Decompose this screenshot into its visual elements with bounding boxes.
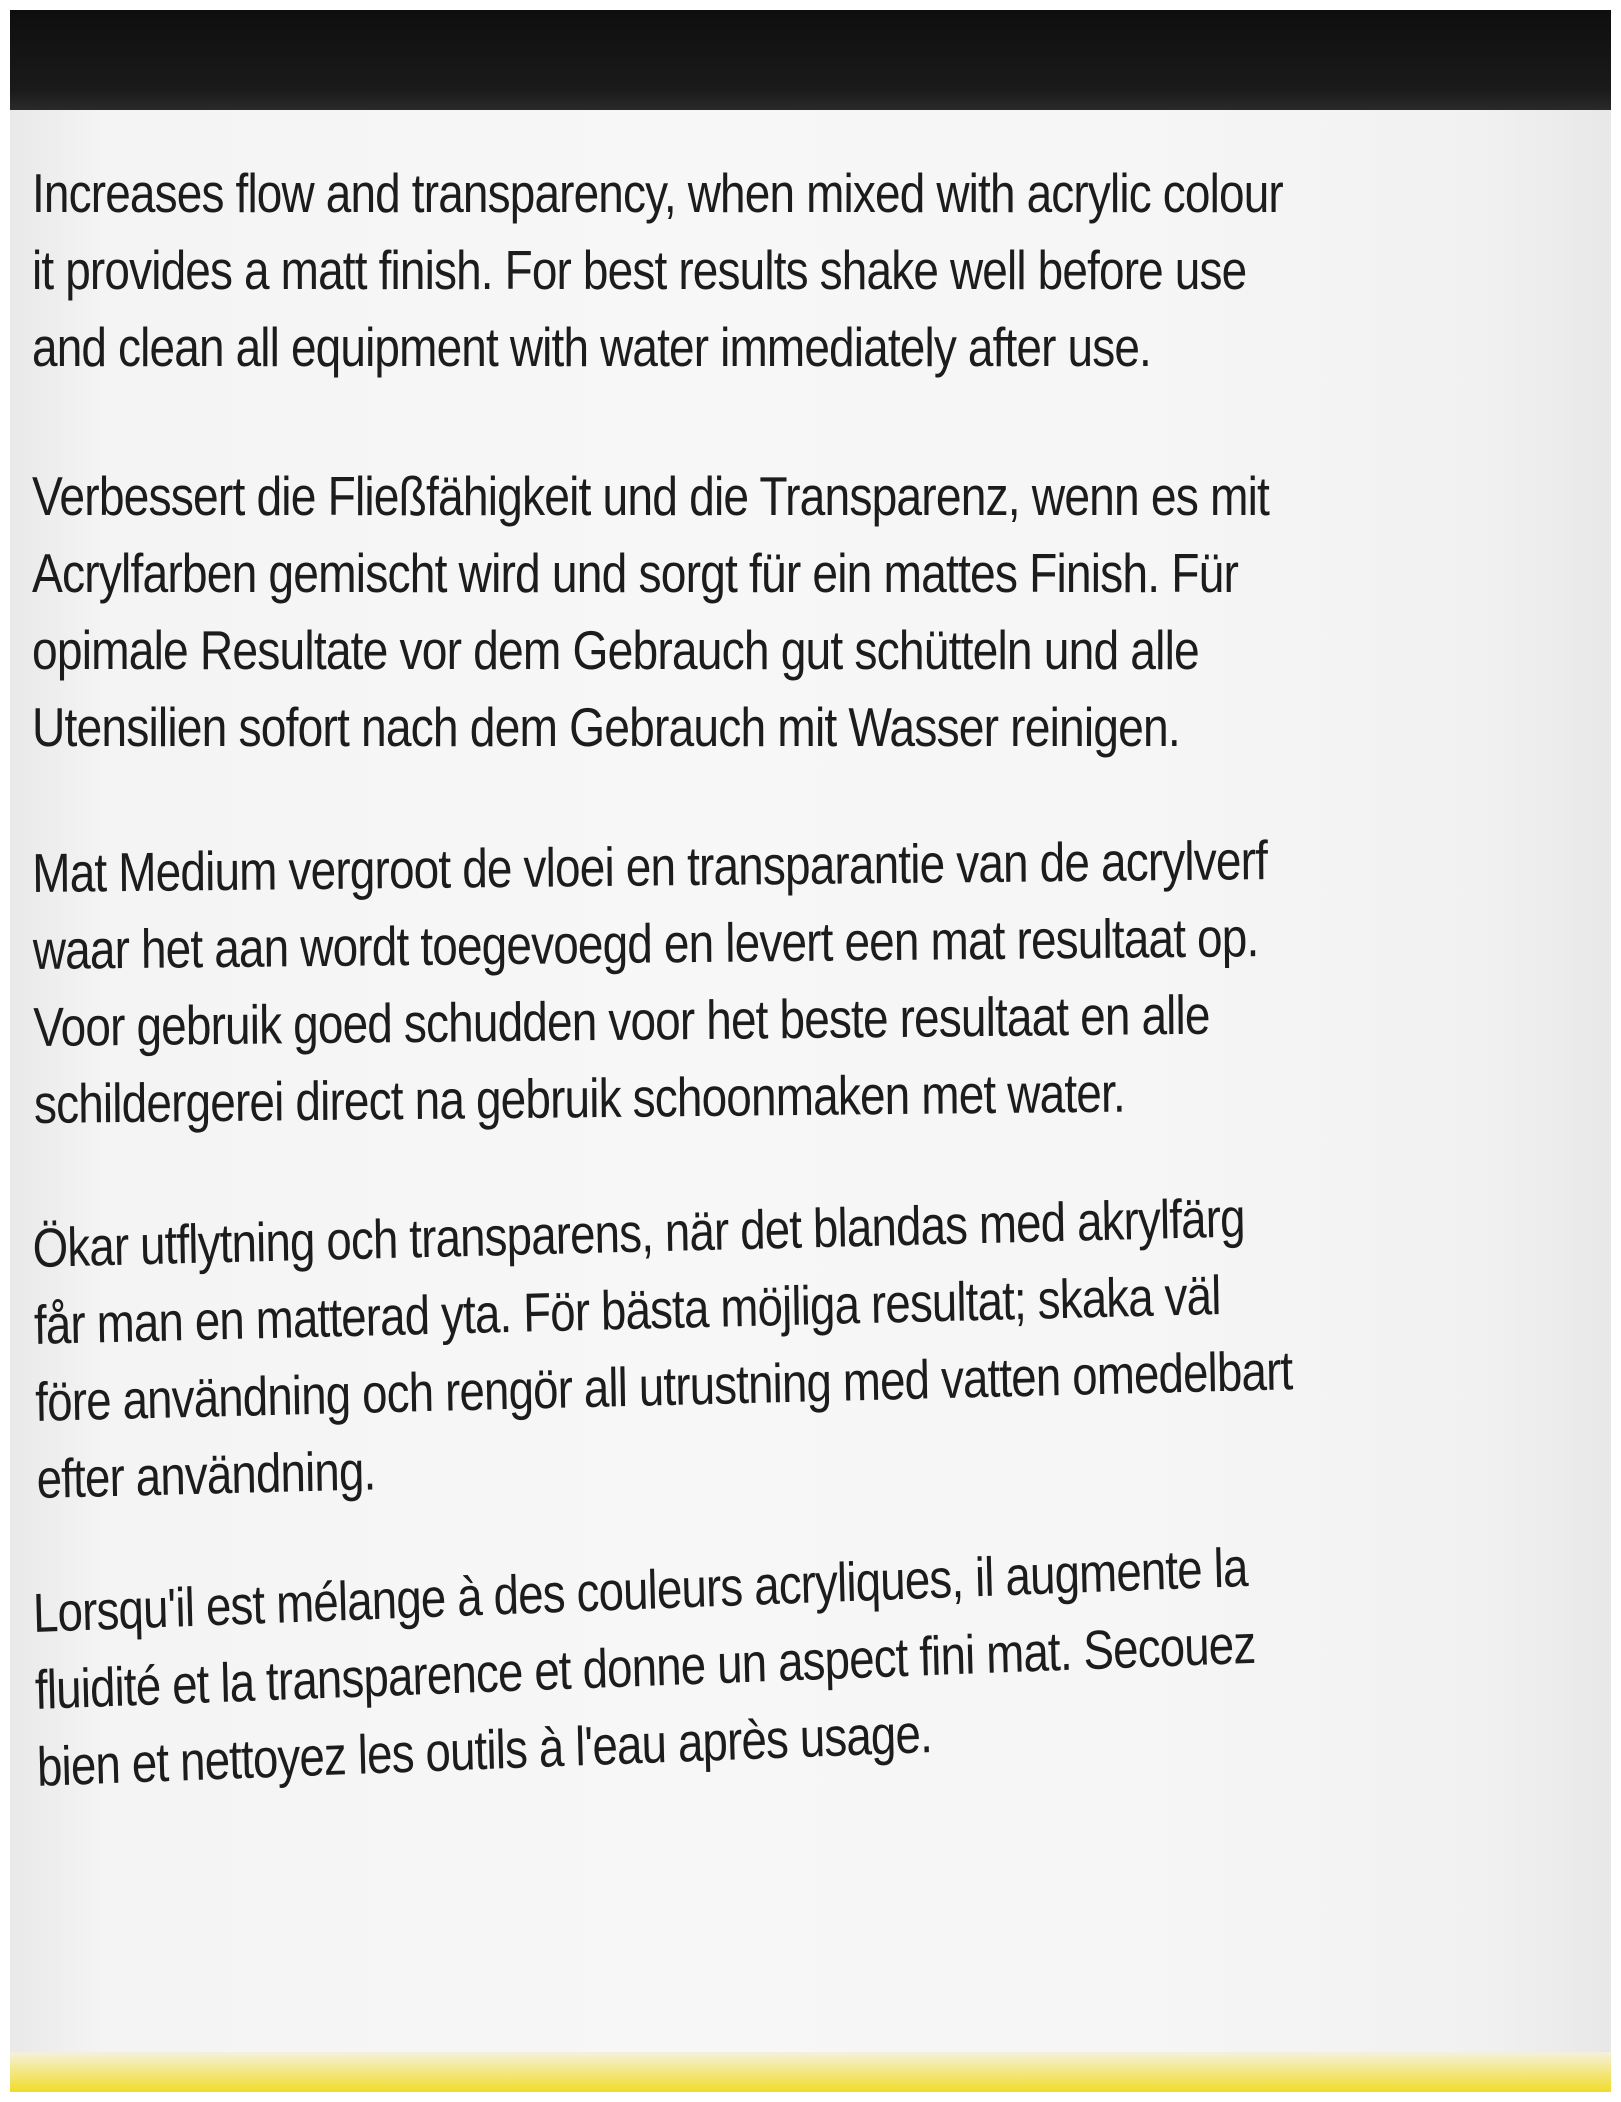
dutch-line-3: Voor gebruik goed schudden voor het beste resultaat en alle xyxy=(33,983,1210,1058)
english-line-1: Increases flow and transparency, when mixed with acrylic colour xyxy=(32,162,1283,224)
english-instructions xyxy=(32,155,1283,386)
label-surface xyxy=(10,10,1611,2092)
german-instructions xyxy=(32,458,1269,766)
english-line-2: it provides a matt finish. For best results shake well before use xyxy=(32,239,1247,301)
label-bottom-yellow-band xyxy=(10,2052,1611,2092)
german-line-4: Utensilien sofort nach dem Gebrauch mit Wasser reinigen. xyxy=(32,696,1180,758)
french-instructions xyxy=(32,1529,1258,1806)
dutch-line-4: schildergerei direct na gebruik schoonmaken met water. xyxy=(33,1061,1126,1135)
german-line-3: opimale Resultate vor dem Gebrauch gut schütteln und alle xyxy=(32,619,1199,681)
french-line-2: fluidité et la transparence et donne un aspect fini mat. Secouez xyxy=(34,1612,1257,1721)
french-line-1: Lorsqu'il est mélange à des couleurs acryliques, il augmente la xyxy=(32,1536,1249,1644)
french-line-3: bien et nettoyez les outils à l'eau après usage. xyxy=(36,1702,933,1798)
swedish-line-3: före användning och rengör all utrustning med vatten omedelbart xyxy=(34,1339,1293,1433)
swedish-line-1: Ökar utflytning och transparens, när det blandas med akrylfärg xyxy=(32,1186,1246,1279)
german-line-2: Acrylfarben gemischt wird und sorgt für ein mattes Finish. Für xyxy=(32,542,1239,604)
label-top-band xyxy=(10,10,1611,110)
swedish-instructions xyxy=(32,1178,1294,1518)
swedish-line-4: efter användning. xyxy=(36,1439,376,1510)
dutch-instructions xyxy=(32,822,1269,1143)
english-line-3: and clean all equipment with water immediately after use. xyxy=(32,316,1151,378)
dutch-line-1: Mat Medium vergroot de vloei en transparantie van de acrylverf xyxy=(32,829,1268,904)
dutch-line-2: waar het aan wordt toegevoegd en levert een mat resultaat op. xyxy=(32,906,1259,981)
swedish-line-2: får man en matterad yta. För bästa möjliga resultat; skaka väl xyxy=(33,1264,1221,1356)
german-line-1: Verbessert die Fließfähigkeit und die Transparenz, wenn es mit xyxy=(32,465,1270,527)
